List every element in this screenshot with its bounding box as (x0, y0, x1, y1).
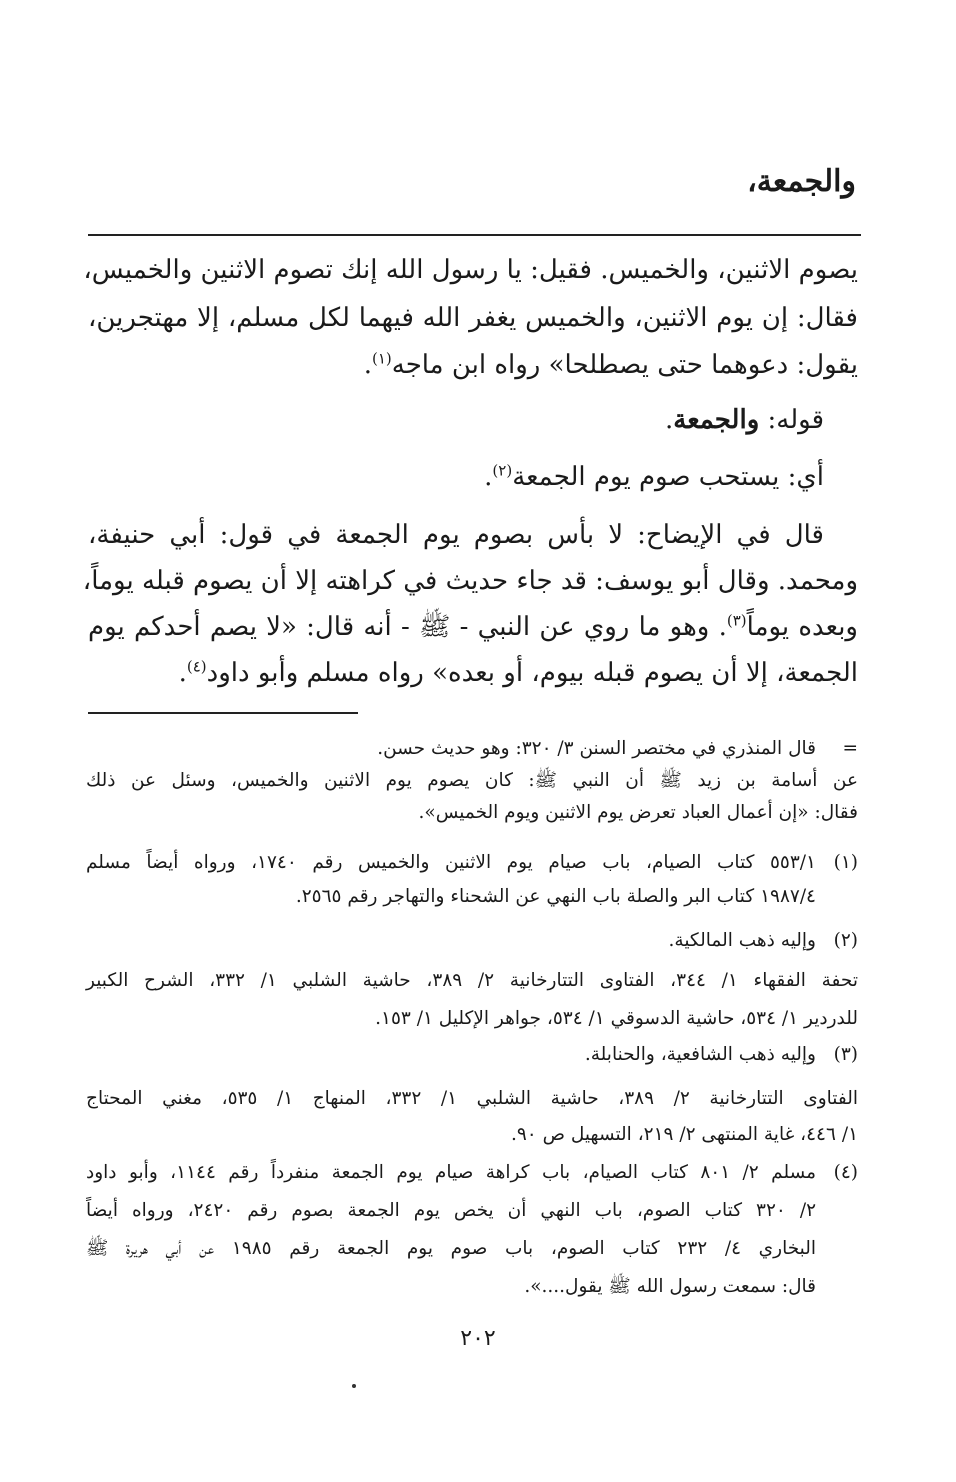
body-text: يقول: دعوهما حتى يصطلحا» رواه ابن ماجه (391, 350, 858, 380)
footnote-number: (١) (833, 852, 858, 873)
footnote-line: فقال: «إن أعمال العباد تعرض يوم الاثنين ويوم الخميس». (418, 802, 858, 823)
footnote-divider (88, 712, 358, 714)
footnote-line: وإليه ذهب الشافعية، والحنابلة. (584, 1044, 816, 1065)
bold-term: والجمعة (673, 405, 760, 435)
footnote-ref[interactable]: (١) (371, 349, 392, 368)
footnote-line: للدردير ١/ ٥٣٤، حاشية الدسوقي ١/ ٥٣٤، جواهر الإكليل ١/ ١٥٣. (375, 1008, 858, 1029)
body-line: وبعده يوماً$^{(٣)}$. وهو ما روي عن النبي - ﷺ - أنه قال: «لا يصم أحدكم يوم (88, 611, 858, 642)
continuation-marker: = (842, 738, 858, 759)
footnote-line: قال: سمعت رسول الله ﷺ يقول....». (524, 1276, 816, 1297)
footnote-ref[interactable]: (٣) (726, 611, 747, 630)
footnote-line: مسلم ٢/ ٨٠١ كتاب الصيام، باب كراهة صيام يوم الجمعة منفرداً رقم ١١٤٤، وأبو داود (86, 1162, 817, 1183)
footnote-line: ٢/ ٣٢٠ كتاب الصوم، باب النهي أن يخص يوم الجمعة بصوم رقم ٢٤٢٠، ورواه أيضاً (86, 1200, 816, 1221)
body-line: يصوم الاثنين، والخميس. فقيل: يا رسول الله إنك تصوم الاثنين والخميس، (83, 255, 858, 285)
body-line: يقول: دعوهما حتى يصطلحا» رواه ابن ماجه$^{(١)}$. (363, 349, 858, 380)
footnote-line: ١/ ٤٤٦، غاية المنتهى ٢/ ٢١٩، التسهيل ص ٩٠. (510, 1124, 858, 1145)
footnote-line: ٥٥٣/١ كتاب الصيام، باب صيام يوم الاثنين والخميس رقم ١٧٤٠، ورواه أيضاً مسلم (86, 852, 816, 873)
body-line: قوله: والجمعة. (664, 405, 824, 435)
footnote-line: عن أسامة بن زيد ﷺ أن النبي ﷺ: كان يصوم يوم الاثنين والخميس، وسئل عن ذلك (86, 770, 858, 791)
body-line: ومحمد. وقال أبو يوسف: قد جاء حديث في كراهته إلا أن يصوم قبله يوماً، (82, 566, 858, 596)
body-line: فقال: إن يوم الاثنين، والخميس يغفر الله فيهما لكل مسلم، إلا مهتجرين، (88, 303, 858, 333)
footnote-line: الفتاوى التتارخانية ٢/ ٣٨٩، حاشية الشلبي ١/ ٣٣٢، المنهاج ١/ ٥٣٥، مغني المحتاج (86, 1088, 858, 1109)
footnote-line: وإليه ذهب المالكية. (668, 930, 816, 951)
body-line: الجمعة، إلا أن يصوم قبله بيوم، أو بعده» رواه مسلم وأبو داود$^{(٤)}$. (178, 657, 858, 688)
page-number: ٢٠٢ (460, 1326, 496, 1351)
body-text: وبعده يوماً (746, 612, 858, 642)
body-text: الجمعة، إلا أن يصوم قبله بيوم، أو بعده» رواه مسلم وأبو داود (206, 658, 858, 688)
body-text: أي: يستحب صوم يوم الجمعة (512, 462, 824, 492)
footnote-ref[interactable]: (٢) (492, 461, 513, 480)
footnote-number: (٤) (833, 1162, 858, 1183)
body-line: أي: يستحب صوم يوم الجمعة$^{(٢)}$. (484, 461, 824, 492)
body-line: قال في الإيضاح: لا بأس بصوم يوم الجمعة في قول: أبي حنيفة، (88, 520, 824, 550)
footnote-line: قال المنذري في مختصر السنن ٣/ ٣٢٠: وهو حديث حسن. (377, 738, 816, 759)
footnote-ref[interactable]: (٤) (186, 657, 207, 676)
footnote-number: (٢) (833, 930, 858, 951)
footnote-line: تحفة الفقهاء ١/ ٣٤٤، الفتاوى التتارخانية ٢/ ٣٨٩، حاشية الشلبي ١/ ٣٣٢، الشرح الكبير (86, 970, 858, 991)
speck-mark (352, 1384, 356, 1388)
header-divider (88, 234, 861, 236)
footnote-number: (٣) (833, 1044, 858, 1065)
footnote-line: ١٩٨٧/٤ كتاب البر والصلة باب النهي عن الشحناء والتهاجر رقم ٢٥٦٥. (295, 886, 816, 907)
footnote-line: البخاري ٤/ ٢٣٢ كتاب الصوم، باب صوم يوم الجمعة رقم ١٩٨٥ عن أبي هريرة ﷺ (86, 1238, 817, 1259)
running-header: والجمعة، (747, 164, 856, 199)
